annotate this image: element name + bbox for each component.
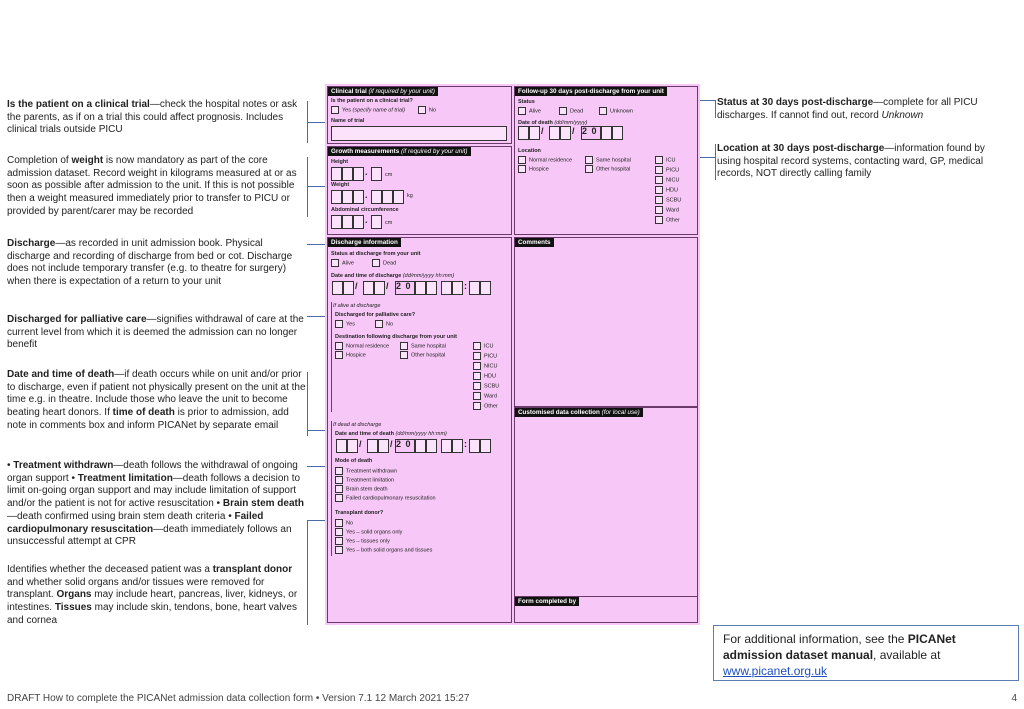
checkbox[interactable] xyxy=(331,106,339,114)
field-label: Location xyxy=(518,148,541,154)
date-digit-box[interactable] xyxy=(560,126,571,140)
donor-solid-option[interactable]: Yes – solid organs only xyxy=(335,528,402,536)
discharge-alive-option[interactable]: Alive xyxy=(331,259,354,267)
checkbox[interactable] xyxy=(473,402,481,410)
death-digit-box[interactable] xyxy=(367,439,378,453)
leader-line xyxy=(307,372,308,436)
datetime-digit-box[interactable] xyxy=(480,281,491,295)
date-digit-box[interactable] xyxy=(518,126,529,140)
date-century: 2 0 xyxy=(582,126,598,136)
dest-unit-hdu[interactable]: HDU xyxy=(473,372,496,380)
mode-limitation-option[interactable]: Treatment limitation xyxy=(335,476,394,484)
datetime-digit-box[interactable] xyxy=(469,281,480,295)
footer-text: DRAFT How to complete the PICANet admission data collection form • Version 7.1 12 March 2021 15:27 xyxy=(7,693,470,704)
decimal-point: . xyxy=(365,215,368,225)
section-header: Follow-up 30 days post-discharge from your unit xyxy=(515,87,667,96)
field-label: Status at discharge from your unit xyxy=(331,251,421,257)
section-header: Comments xyxy=(515,238,554,247)
weight-digit-box[interactable] xyxy=(342,190,353,204)
admission-form xyxy=(325,84,700,625)
checkbox[interactable] xyxy=(518,165,526,173)
date-separator: / xyxy=(572,126,575,136)
location-unit-scbu[interactable]: SCBU xyxy=(655,196,681,204)
checkbox[interactable] xyxy=(518,107,526,115)
checkbox[interactable] xyxy=(375,320,383,328)
dest-unit-picu[interactable]: PICU xyxy=(473,352,497,360)
location-unit-hdu[interactable]: HDU xyxy=(655,186,678,194)
checkbox[interactable] xyxy=(335,546,343,554)
field-label: Is the patient on a clinical trial? xyxy=(331,98,413,104)
dest-unit-icu[interactable]: ICU xyxy=(473,342,493,350)
field-label: Status xyxy=(518,99,535,105)
checkbox[interactable] xyxy=(335,467,343,475)
note-transplant: Identifies whether the deceased patient was a transplant donor and whether solid organs and/or tissues were removed for transplant. Organs may include heart, pancreas, liver, kidneys, or intestines. Tissues may include skin, tendons, bone, heart valves and cornea xyxy=(7,564,298,626)
date-separator: / xyxy=(541,126,544,136)
note-death-time: Date and time of death—if death occurs while on unit and/or prior to discharge, even if patient not physically present on the unit at the time e.g. in theatre. Include those who leave the unit to become beating heart donors. If time of death is prior to admission, add note in comments box and inform PICANet by separate email xyxy=(7,369,306,431)
death-digit-box[interactable] xyxy=(347,439,358,453)
checkbox[interactable] xyxy=(335,320,343,328)
donor-tissues-option[interactable]: Yes – tissues only xyxy=(335,537,390,545)
dest-unit-other[interactable]: Other xyxy=(473,402,498,410)
checkbox[interactable] xyxy=(655,206,663,214)
location-normal-option[interactable]: Normal residence xyxy=(518,156,572,164)
date-separator: / xyxy=(359,439,362,449)
checkbox[interactable] xyxy=(418,106,426,114)
checkbox[interactable] xyxy=(331,259,339,267)
datetime-digit-box[interactable] xyxy=(374,281,385,295)
section-header: Growth measurements (if required by your unit) xyxy=(328,147,471,156)
field-label: Name of trial xyxy=(331,118,365,124)
death-digit-box[interactable] xyxy=(469,439,480,453)
date-century: 2 0 xyxy=(396,281,412,291)
date-digit-box[interactable] xyxy=(549,126,560,140)
death-digit-box[interactable] xyxy=(480,439,491,453)
checkbox[interactable] xyxy=(559,107,567,115)
checkbox[interactable] xyxy=(473,362,481,370)
note-weight: Completion of weight is now mandatory as part of the core admission dataset. Record weight in kilograms measured at or as soon as possible after admission to the unit. If this is not possible then a weight measured immediately prior to transfer to PICU or provided by parent/carer may be recorded xyxy=(7,155,297,217)
field-label: Date and time of death (dd/mm/yyyy hh:mm) xyxy=(335,431,447,437)
section-header: Form completed by xyxy=(515,597,579,606)
leader-line xyxy=(307,520,308,625)
clinical-yes-option[interactable]: Yes (specify name of trial) xyxy=(331,106,405,114)
dest-hospice-option[interactable]: Hospice xyxy=(335,351,366,359)
date-century: 2 0 xyxy=(396,439,412,449)
note-location-30-days: Location at 30 days post-discharge—information found by using hospital record systems, contacting ward, GP, medical records, NOT directly calling family xyxy=(717,143,985,180)
checkbox[interactable] xyxy=(473,382,481,390)
datetime-digit-box[interactable] xyxy=(426,281,437,295)
death-digit-box[interactable] xyxy=(426,439,437,453)
weight-digit-box[interactable] xyxy=(353,190,364,204)
note-status-30-days: Status at 30 days post-discharge—complete for all PICU discharges. If cannot find out, record Unknown xyxy=(717,97,978,121)
death-digit-box[interactable] xyxy=(452,439,463,453)
checkbox[interactable] xyxy=(599,107,607,115)
leader-line xyxy=(307,157,308,217)
note-mode-of-death: • Treatment withdrawn—death follows the withdrawal of ongoing organ support • Treatment limitation—death follows a decision to limit on-going organ support and may include limitation of support and/or the patient is not for active resuscitation • Brain stem death—death confirmed using brain stem death criteria • Failed cardiopulmonary resuscitation—death immediately follows an unsuccessful attempt at CPR xyxy=(7,460,304,548)
clinical-trial-section xyxy=(327,86,512,144)
bracket xyxy=(331,421,335,556)
form-completed-section[interactable] xyxy=(514,596,698,623)
checkbox[interactable] xyxy=(335,485,343,493)
dest-unit-ward[interactable]: Ward xyxy=(473,392,497,400)
dest-unit-nicu[interactable]: NICU xyxy=(473,362,497,370)
note-palliative: Discharged for palliative care—signifies withdrawal of care at the current level from which it is deemed the admission can no longer benefit xyxy=(7,314,304,351)
checkbox[interactable] xyxy=(655,176,663,184)
comments-section[interactable] xyxy=(514,237,698,407)
datetime-digit-box[interactable] xyxy=(441,281,452,295)
field-label: Weight xyxy=(331,182,350,188)
field-label: If dead at discharge xyxy=(333,422,382,428)
height-digit-box[interactable] xyxy=(353,167,364,181)
field-label: Discharged for palliative care? xyxy=(335,312,416,318)
field-label: Destination following discharge from your unit xyxy=(335,334,457,340)
checkbox[interactable] xyxy=(335,476,343,484)
checkbox[interactable] xyxy=(655,156,663,164)
checkbox[interactable] xyxy=(655,196,663,204)
location-other-hosp-option[interactable]: Other hospital xyxy=(585,165,630,173)
abdo-digit-box[interactable] xyxy=(331,215,342,229)
palliative-no-option[interactable]: No xyxy=(375,320,393,328)
followup-alive-option[interactable]: Alive xyxy=(518,107,541,115)
checkbox[interactable] xyxy=(335,528,343,536)
location-unit-icu[interactable]: ICU xyxy=(655,156,675,164)
discharge-dead-option[interactable]: Dead xyxy=(372,259,396,267)
checkbox[interactable] xyxy=(585,165,593,173)
custom-data-section[interactable] xyxy=(514,407,698,597)
date-separator: / xyxy=(355,281,358,291)
unit-label: cm xyxy=(385,220,393,226)
checkbox[interactable] xyxy=(473,352,481,360)
dest-same-hosp-option[interactable]: Same hospital xyxy=(400,342,446,350)
datetime-digit-box[interactable] xyxy=(343,281,354,295)
dest-unit-scbu[interactable]: SCBU xyxy=(473,382,499,390)
date-digit-box[interactable] xyxy=(529,126,540,140)
bracket xyxy=(331,302,335,412)
field-label: Date of death (dd/mm/yyyy) xyxy=(518,120,588,126)
location-unit-other[interactable]: Other xyxy=(655,216,680,224)
donor-no-option[interactable]: No xyxy=(335,519,353,527)
death-digit-box[interactable] xyxy=(441,439,452,453)
note-discharge: Discharge—as recorded in unit admission book. Physical discharge and recording of discharge from bed or cot. Discharge does not include temporary transfer (e.g. to theatre for surgery) when there is expectation of a return to your unit xyxy=(7,238,293,288)
section-header: Customised data collection (for local use) xyxy=(515,408,643,417)
unit-label: cm xyxy=(385,172,393,178)
abdo-digit-box[interactable] xyxy=(371,215,382,229)
death-digit-box[interactable] xyxy=(415,439,426,453)
field-label: Transplant donor? xyxy=(335,510,384,516)
page-number: 4 xyxy=(1011,693,1017,704)
abdo-digit-box[interactable] xyxy=(353,215,364,229)
height-digit-box[interactable] xyxy=(331,167,342,181)
checkbox[interactable] xyxy=(473,342,481,350)
time-separator: : xyxy=(464,439,467,449)
checkbox[interactable] xyxy=(335,342,343,350)
location-unit-nicu[interactable]: NICU xyxy=(655,176,679,184)
followup-unknown-option[interactable]: Unknown xyxy=(599,107,633,115)
section-header: Discharge information xyxy=(328,238,401,247)
date-century-box xyxy=(395,439,415,453)
datetime-digit-box[interactable] xyxy=(363,281,374,295)
checkbox[interactable] xyxy=(335,494,343,502)
date-separator: / xyxy=(390,439,393,449)
note-clinical-trial: Is the patient on a clinical trial—check the hospital notes or ask the parents, as if on a trial this could affect prognosis. Includes clinical trials outside PICU xyxy=(7,99,298,136)
checkbox[interactable] xyxy=(473,392,481,400)
decimal-point: . xyxy=(365,167,368,177)
mode-withdrawn-option[interactable]: Treatment withdrawn xyxy=(335,467,397,475)
trial-name-input[interactable] xyxy=(331,126,507,141)
field-label: Height xyxy=(331,159,349,165)
checkbox[interactable] xyxy=(372,259,380,267)
weight-digit-box[interactable] xyxy=(382,190,393,204)
palliative-yes-option[interactable]: Yes xyxy=(335,320,355,328)
weight-digit-box[interactable] xyxy=(331,190,342,204)
checkbox[interactable] xyxy=(400,342,408,350)
death-digit-box[interactable] xyxy=(378,439,389,453)
mode-brainstem-option[interactable]: Brain stem death xyxy=(335,485,388,493)
height-digit-box[interactable] xyxy=(342,167,353,181)
checkbox[interactable] xyxy=(655,166,663,174)
datetime-digit-box[interactable] xyxy=(415,281,426,295)
section-header: Clinical trial (if required by your unit) xyxy=(328,87,438,96)
date-century-box xyxy=(581,126,601,140)
leader-line xyxy=(715,100,716,118)
checkbox[interactable] xyxy=(655,216,663,224)
date-digit-box[interactable] xyxy=(601,126,612,140)
height-digit-box[interactable] xyxy=(371,167,382,181)
date-separator: / xyxy=(386,281,389,291)
field-label: Mode of death xyxy=(335,458,373,464)
checkbox[interactable] xyxy=(335,351,343,359)
clinical-no-option[interactable]: No xyxy=(418,106,436,114)
followup-dead-option[interactable]: Dead xyxy=(559,107,583,115)
leader-line xyxy=(715,144,716,180)
checkbox[interactable] xyxy=(518,156,526,164)
followup-location-section xyxy=(514,144,698,235)
checkbox[interactable] xyxy=(400,351,408,359)
field-label: Abdominal circumference xyxy=(331,207,399,213)
checkbox[interactable] xyxy=(335,519,343,527)
field-label: Date and time of discharge (dd/mm/yyyy hh:mm) xyxy=(331,273,455,279)
field-label: If alive at discharge xyxy=(333,303,381,309)
weight-digit-box[interactable] xyxy=(393,190,404,204)
dest-normal-option[interactable]: Normal residence xyxy=(335,342,389,350)
datetime-digit-box[interactable] xyxy=(452,281,463,295)
info-box: For additional information, see the PICANet admission dataset manual, available at www.picanet.org.uk xyxy=(713,625,1019,681)
decimal-point: . xyxy=(365,190,368,200)
donor-both-option[interactable]: Yes – both solid organs and tissues xyxy=(335,546,432,554)
picanet-link[interactable]: www.picanet.org.uk xyxy=(723,664,828,678)
abdo-digit-box[interactable] xyxy=(342,215,353,229)
death-digit-box[interactable] xyxy=(336,439,347,453)
time-separator: : xyxy=(464,281,467,291)
checkbox[interactable] xyxy=(655,186,663,194)
growth-section xyxy=(327,146,512,235)
checkbox[interactable] xyxy=(473,372,481,380)
location-unit-ward[interactable]: Ward xyxy=(655,206,679,214)
dest-other-hosp-option[interactable]: Other hospital xyxy=(400,351,445,359)
checkbox[interactable] xyxy=(335,537,343,545)
mode-cpr-option[interactable]: Failed cardiopulmonary resuscitation xyxy=(335,494,436,502)
date-digit-box[interactable] xyxy=(612,126,623,140)
location-unit-picu[interactable]: PICU xyxy=(655,166,679,174)
location-hospice-option[interactable]: Hospice xyxy=(518,165,549,173)
datetime-digit-box[interactable] xyxy=(332,281,343,295)
date-century-box xyxy=(395,281,415,295)
weight-digit-box[interactable] xyxy=(371,190,382,204)
unit-label: kg xyxy=(407,193,413,199)
checkbox[interactable] xyxy=(585,156,593,164)
location-same-hosp-option[interactable]: Same hospital xyxy=(585,156,631,164)
